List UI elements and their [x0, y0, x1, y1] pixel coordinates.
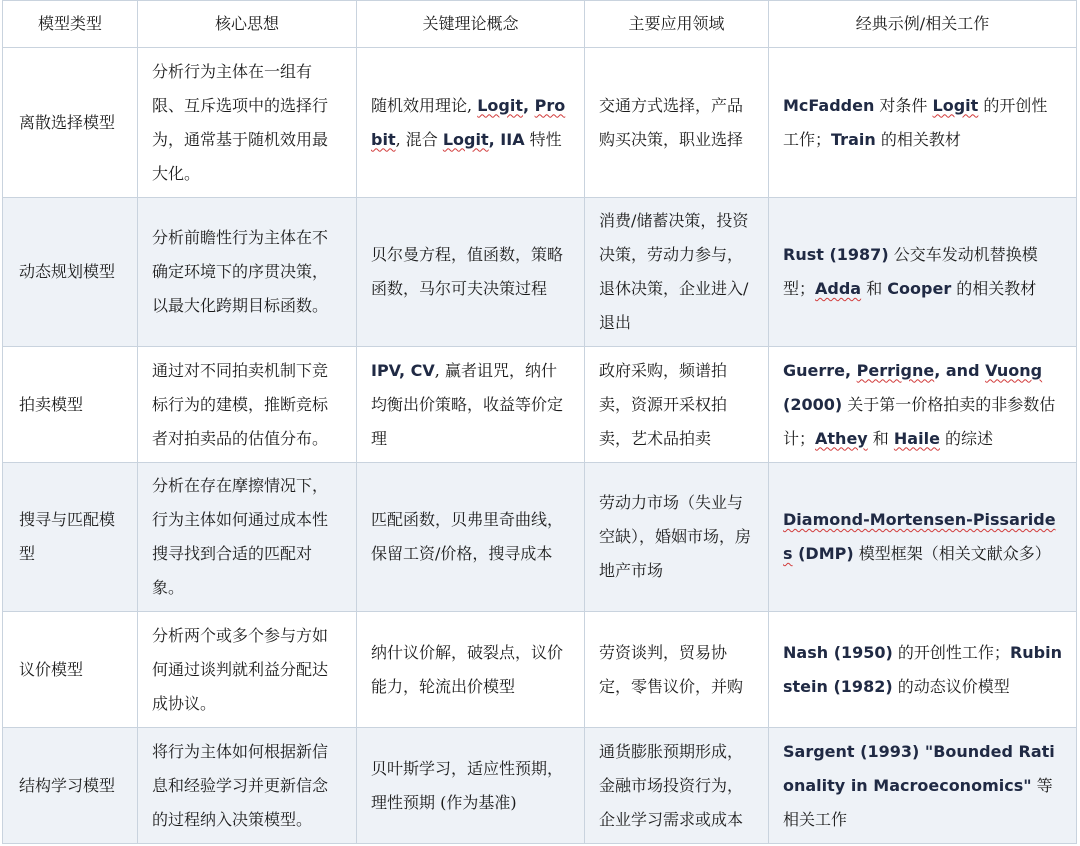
cell-applications: 劳资谈判，贸易协定，零售议价，并购 — [585, 612, 769, 728]
cell-core-idea: 分析在存在摩擦情况下，行为主体如何通过成本性搜寻找到合适的匹配对象。 — [138, 463, 357, 612]
header-examples: 经典示例/相关工作 — [769, 1, 1077, 48]
cell-applications: 政府采购，频谱拍卖，资源开采权拍卖，艺术品拍卖 — [585, 347, 769, 463]
cell-examples: Sargent (1993) "Bounded Rationality in Macroeconomics" 等相关工作 — [769, 728, 1077, 844]
table-row — [3, 463, 1077, 612]
table-row — [3, 728, 1077, 844]
cell-examples: Guerre, Perrigne, and Vuong (2000) 关于第一价格拍卖的非参数估计；Athey 和 Haile 的综述 — [769, 347, 1077, 463]
cell-applications: 通货膨胀预期形成，金融市场投资行为，企业学习需求或成本 — [585, 728, 769, 844]
cell-examples: Rust (1987) 公交车发动机替换模型；Adda 和 Cooper 的相关教材 — [769, 198, 1077, 347]
latin-term: Logit, IIA — [442, 129, 525, 149]
cell-core-idea: 分析前瞻性行为主体在不确定环境下的序贯决策，以最大化跨期目标函数。 — [138, 198, 357, 347]
table-row — [3, 612, 1077, 728]
cell-core-idea: 分析行为主体在一组有限、互斥选项中的选择行为，通常基于随机效用最大化。 — [138, 48, 357, 198]
header-key-concepts: 关键理论概念 — [357, 1, 585, 48]
latin-term: Sargent (1993) "Bounded Rationality in Macroeconomics" — [783, 741, 1055, 795]
cell-model-type: 离散选择模型 — [3, 48, 138, 198]
latin-term: Athey — [815, 428, 868, 448]
header-core-idea: 核心思想 — [138, 1, 357, 48]
cell-core-idea: 分析两个或多个参与方如何通过谈判就利益分配达成协议。 — [138, 612, 357, 728]
latin-term: Logit, Probit — [371, 95, 566, 149]
header-applications: 主要应用领域 — [585, 1, 769, 48]
cell-applications: 劳动力市场（失业与空缺），婚姻市场，房地产市场 — [585, 463, 769, 612]
cell-model-type: 动态规划模型 — [3, 198, 138, 347]
cell-examples: Diamond-Mortensen-Pissarides (DMP) 模型框架（相关文献众多） — [769, 463, 1077, 612]
latin-term: Nash (1950) — [783, 642, 893, 662]
cell-applications: 消费/储蓄决策，投资决策，劳动力参与，退休决策，企业进入/退出 — [585, 198, 769, 347]
cell-key-concepts: 纳什议价解，破裂点，议价能力，轮流出价模型 — [357, 612, 585, 728]
latin-term: Logit — [932, 95, 979, 115]
table-row — [3, 48, 1077, 198]
latin-term: Adda — [815, 279, 862, 298]
latin-term: IPV, CV — [371, 360, 435, 380]
cell-key-concepts: 贝叶斯学习，适应性预期，理性预期 (作为基准) — [357, 728, 585, 844]
table-header-row — [3, 1, 1077, 48]
cell-examples: McFadden 对条件 Logit 的开创性工作；Train 的相关教材 — [769, 48, 1077, 198]
header-model-type: 模型类型 — [3, 1, 138, 48]
latin-term: McFadden — [783, 95, 875, 115]
cell-examples: Nash (1950) 的开创性工作；Rubinstein (1982) 的动态议价模型 — [769, 612, 1077, 728]
cell-key-concepts: 随机效用理论, Logit, Probit, 混合 Logit, IIA 特性 — [357, 48, 585, 198]
table-row — [3, 198, 1077, 347]
cell-core-idea: 将行为主体如何根据新信息和经验学习并更新信念的过程纳入决策模型。 — [138, 728, 357, 844]
latin-term: Diamond-Mortensen-Pissarides (DMP) — [783, 510, 1056, 563]
cell-model-type: 议价模型 — [3, 612, 138, 728]
latin-term: Cooper — [887, 279, 952, 298]
table-row — [3, 347, 1077, 463]
latin-term: Guerre, Perrigne, and Vuong (2000) — [783, 360, 1043, 414]
cell-model-type: 结构学习模型 — [3, 728, 138, 844]
latin-term: Rubinstein (1982) — [783, 642, 1062, 696]
latin-term: Train — [831, 129, 876, 149]
latin-term: Rust (1987) — [783, 245, 889, 264]
cell-key-concepts: 贝尔曼方程，值函数，策略函数，马尔可夫决策过程 — [357, 198, 585, 347]
cell-model-type: 拍卖模型 — [3, 347, 138, 463]
model-comparison-table — [2, 0, 1077, 844]
latin-term: Haile — [893, 428, 940, 448]
cell-key-concepts: IPV, CV, 赢者诅咒，纳什均衡出价策略，收益等价定理 — [357, 347, 585, 463]
cell-applications: 交通方式选择，产品购买决策，职业选择 — [585, 48, 769, 198]
cell-key-concepts: 匹配函数，贝弗里奇曲线，保留工资/价格，搜寻成本 — [357, 463, 585, 612]
cell-core-idea: 通过对不同拍卖机制下竞标行为的建模，推断竞标者对拍卖品的估值分布。 — [138, 347, 357, 463]
cell-model-type: 搜寻与匹配模型 — [3, 463, 138, 612]
